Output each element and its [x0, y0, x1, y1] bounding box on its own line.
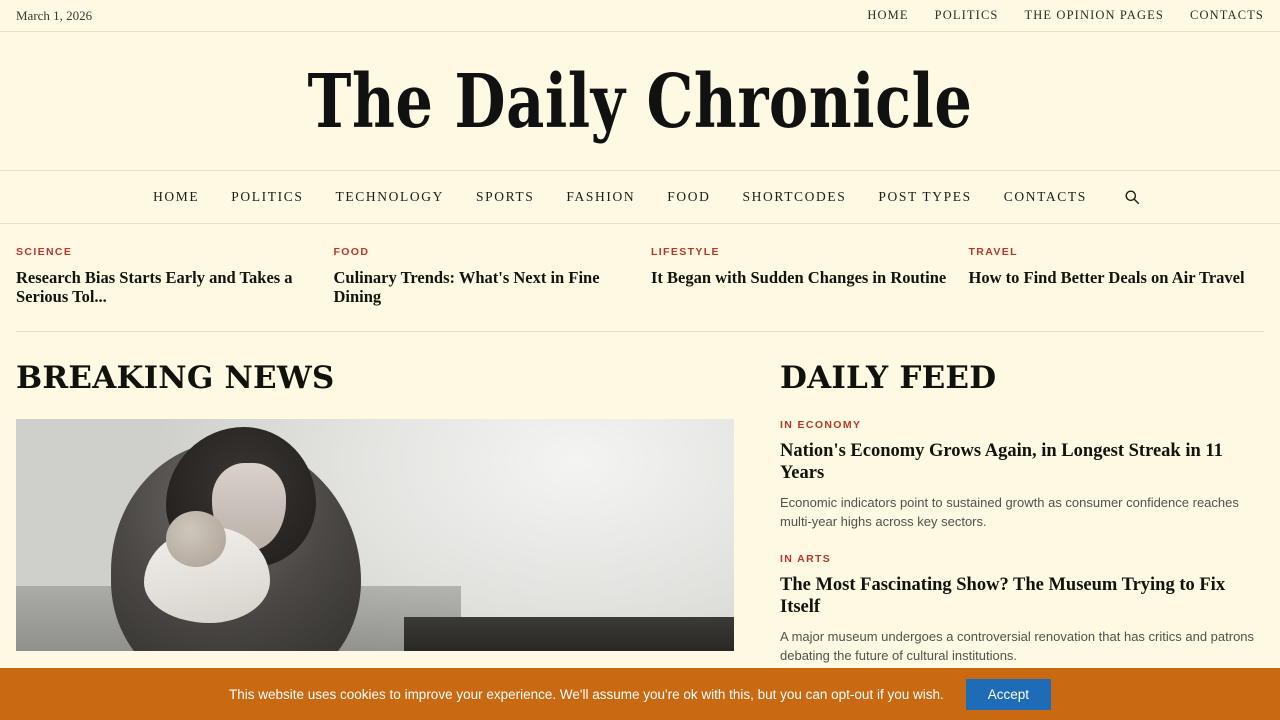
nav-item-sports[interactable]: SPORTS [475, 189, 535, 204]
nav-item-fashion[interactable]: FASHION [566, 189, 636, 204]
nav-item-technology[interactable]: TECHNOLOGY [335, 189, 444, 204]
teaser-item[interactable] [334, 246, 630, 307]
teaser-title[interactable]: Research Bias Starts Early and Takes a Serious Tol... [16, 268, 293, 307]
breaking-news-heading: BREAKING NEWS [16, 359, 335, 396]
category-teaser-strip [0, 224, 1280, 307]
nav-item-shortcodes[interactable]: SHORTCODES [742, 189, 847, 204]
nav-item-politics[interactable]: POLITICS [231, 189, 304, 204]
teaser-title[interactable]: It Began with Sudden Changes in Routine [651, 268, 947, 287]
teaser-item[interactable] [969, 246, 1265, 307]
teaser-item[interactable] [651, 246, 947, 307]
teaser-title[interactable]: Culinary Trends: What's Next in Fine Dining [333, 268, 600, 307]
feed-item-category[interactable]: IN ECONOMY [780, 418, 862, 431]
teaser-item[interactable] [16, 246, 312, 307]
teaser-title[interactable]: How to Find Better Deals on Air Travel [968, 268, 1245, 287]
content-columns [0, 332, 1280, 687]
top-utility-bar [0, 0, 1280, 32]
feed-item-title[interactable]: Nation's Economy Grows Again, in Longest Streak in 11 Years [780, 440, 1223, 483]
masthead [0, 32, 1280, 171]
topnav-item-home[interactable]: HOME [867, 8, 909, 22]
cookie-consent-banner [0, 668, 1280, 720]
hero-baby-head [166, 511, 226, 567]
feed-item-excerpt: A major museum undergoes a controversial renovation that has critics and patrons debating the future of cultural institutions. [780, 628, 1255, 663]
current-date: March 1, 2026 [16, 7, 93, 23]
nav-item-home[interactable]: HOME [153, 189, 200, 204]
topnav-item-contacts[interactable]: CONTACTS [1190, 8, 1264, 22]
list-item[interactable] [780, 553, 1264, 665]
list-item[interactable] [780, 419, 1264, 531]
teaser-category: SCIENCE [16, 246, 73, 258]
nav-item-post-types[interactable]: POST TYPES [878, 189, 972, 204]
daily-feed-heading: DAILY FEED [780, 359, 997, 396]
teaser-category: FOOD [333, 246, 370, 258]
teaser-category: TRAVEL [968, 246, 1018, 258]
search-icon[interactable] [1121, 186, 1143, 208]
cookie-accept-button[interactable]: Accept [966, 679, 1051, 710]
daily-feed-section [780, 360, 1264, 687]
feed-item-category[interactable]: IN ARTS [780, 553, 832, 566]
feed-item-excerpt: Economic indicators point to sustained growth as consumer confidence reaches multi-year highs across key sectors. [780, 494, 1239, 529]
topnav-item-opinion-pages[interactable]: THE OPINION PAGES [1024, 8, 1165, 22]
feed-item-title[interactable]: The Most Fascinating Show? The Museum Trying to Fix Itself [780, 575, 1226, 617]
nav-item-contacts[interactable]: CONTACTS [1003, 189, 1087, 204]
site-title[interactable]: The Daily Chronicle [307, 57, 973, 145]
breaking-news-section [16, 360, 734, 687]
nav-item-food[interactable]: FOOD [667, 189, 711, 204]
hero-foreground-table [404, 617, 734, 651]
topnav-item-politics[interactable]: POLITICS [934, 8, 999, 22]
cookie-consent-text: This website uses cookies to improve your experience. We'll assume you're ok with this, but you can opt-out if you wish. [228, 686, 944, 702]
main-navigation [0, 171, 1280, 224]
teaser-category: LIFESTYLE [651, 246, 720, 258]
top-navigation [867, 8, 1264, 23]
breaking-news-hero-image[interactable] [16, 419, 734, 651]
